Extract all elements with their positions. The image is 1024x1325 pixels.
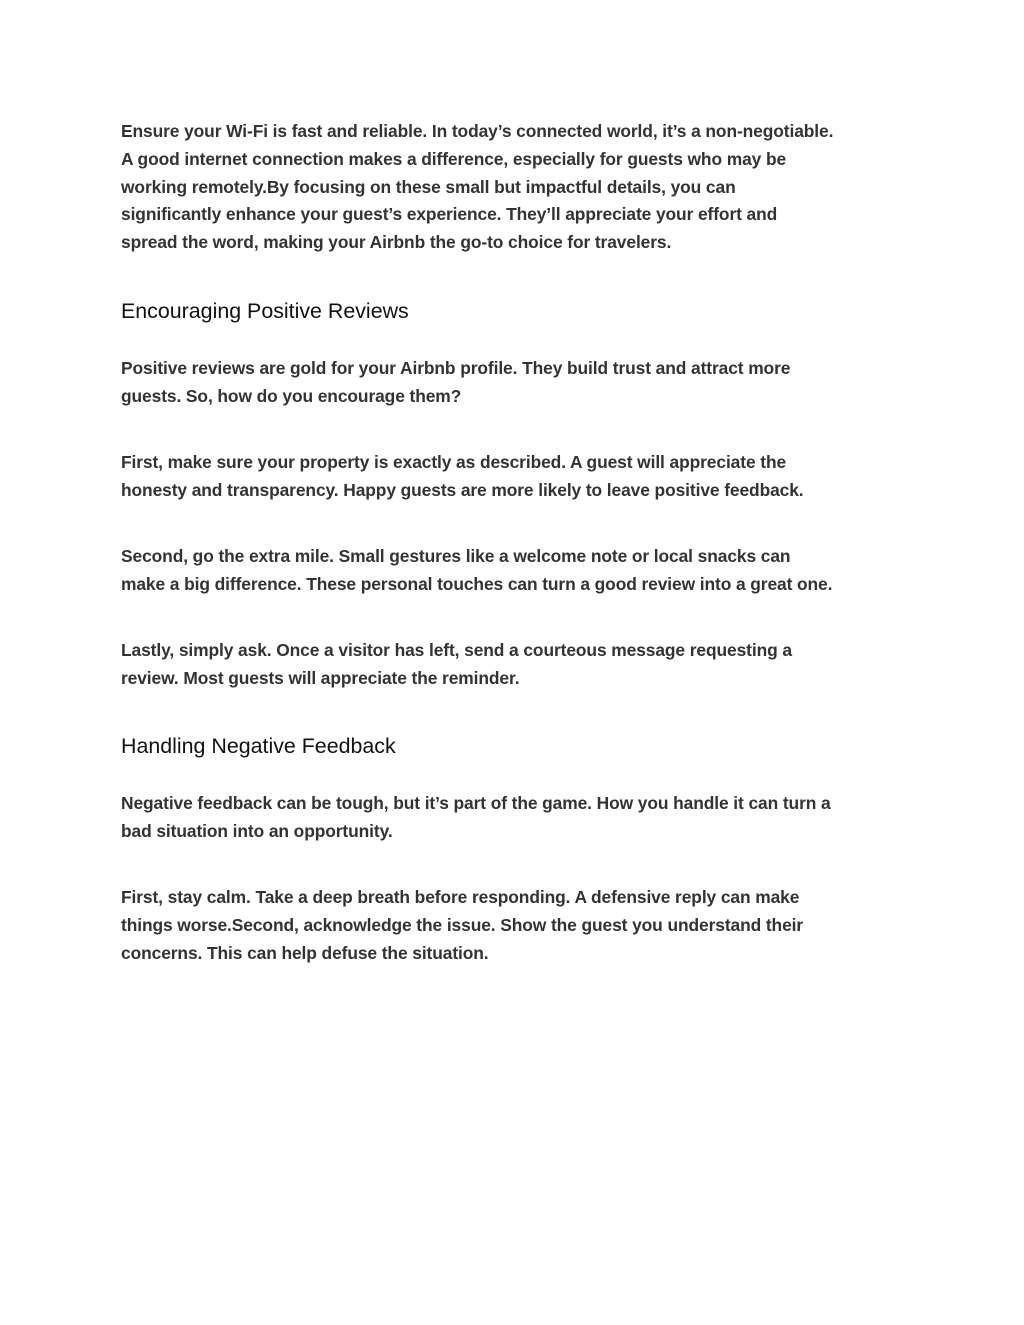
paragraph-line: bad situation into an opportunity. [121,820,393,841]
paragraph-line: honesty and transparency. Happy guests are more likely to leave positive feedback. [121,479,804,500]
paragraph-line: First, stay calm. Take a deep breath before responding. A defensive reply can make [121,887,800,907]
positive-paragraph-2 [121,449,804,505]
negative-paragraph-1 [121,790,831,846]
intro-line: working remotely.By focusing on these small but impactful details, you can [121,176,736,197]
intro-line: A good internet connection makes a difference, especially for guests who may be [121,148,787,169]
paragraph-line: concerns. This can help defuse the situation. [121,942,489,963]
section-heading-negative-feedback: Handling Negative Feedback [121,734,396,758]
section-heading-positive-reviews: Encouraging Positive Reviews [121,299,409,323]
intro-paragraph [121,118,833,257]
paragraph-line: review. Most guests will appreciate the reminder. [121,667,520,688]
intro-line: Ensure your Wi-Fi is fast and reliable. In today’s connected world, it’s a non-negotiable. [121,121,834,141]
paragraph-line: First, make sure your property is exactly as described. A guest will appreciate the [121,452,787,472]
positive-paragraph-1 [121,355,790,411]
intro-line: spread the word, making your Airbnb the go-to choice for travelers. [121,232,672,253]
paragraph-line: guests. So, how do you encourage them? [121,385,462,406]
paragraph-line: Negative feedback can be tough, but it’s part of the game. How you handle it can turn a [121,793,831,813]
positive-paragraph-3 [121,543,832,599]
positive-paragraph-4 [121,637,792,693]
paragraph-line: Positive reviews are gold for your Airbnb profile. They build trust and attract more [121,358,791,378]
intro-line: significantly enhance your guest’s experience. They’ll appreciate your effort and [121,204,778,225]
paragraph-line: Lastly, simply ask. Once a visitor has left, send a courteous message requesting a [121,640,792,660]
paragraph-line: make a big difference. These personal touches can turn a good review into a great one. [121,573,833,594]
paragraph-line: Second, go the extra mile. Small gestures like a welcome note or local snacks can [121,546,791,566]
negative-paragraph-2 [121,884,803,967]
paragraph-line: things worse.Second, acknowledge the issue. Show the guest you understand their [121,914,804,935]
